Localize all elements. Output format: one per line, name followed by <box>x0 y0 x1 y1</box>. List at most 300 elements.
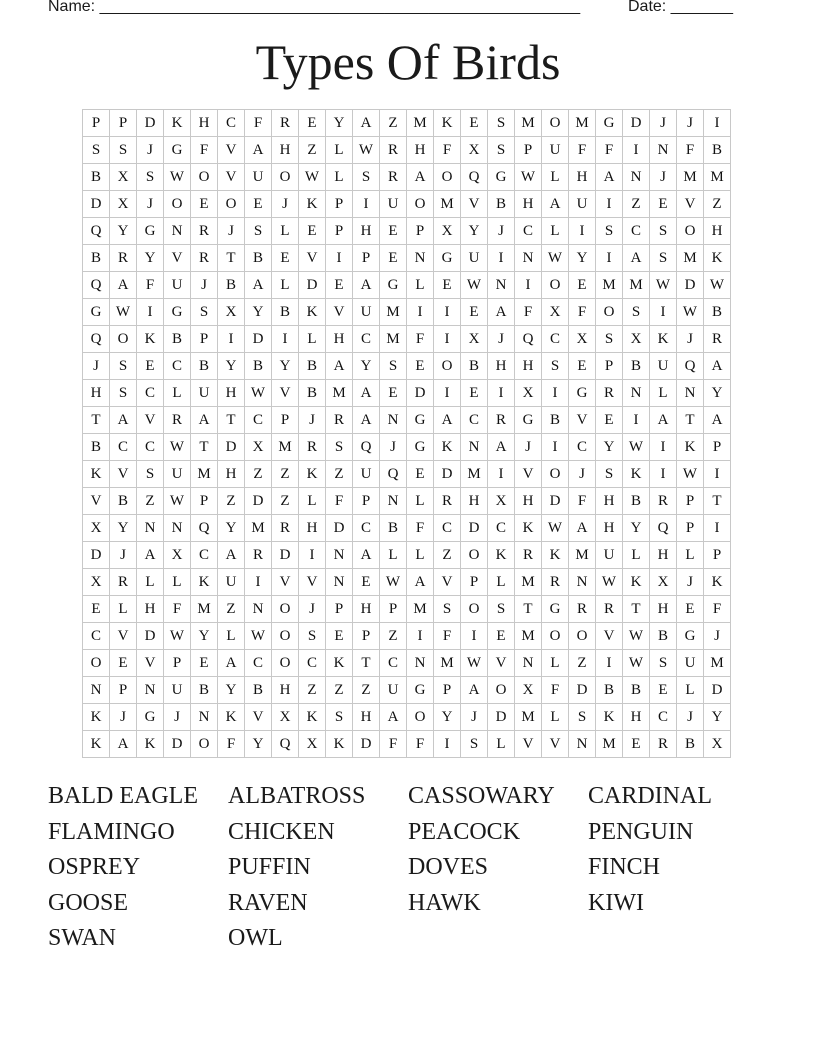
grid-cell: M <box>569 542 596 569</box>
grid-cell: S <box>299 623 326 650</box>
grid-cell: X <box>164 542 191 569</box>
grid-cell: Y <box>218 353 245 380</box>
grid-cell: U <box>461 245 488 272</box>
grid-cell: B <box>218 272 245 299</box>
grid-cell: I <box>326 245 353 272</box>
grid-cell: A <box>488 434 515 461</box>
grid-cell: Z <box>272 488 299 515</box>
grid-cell: B <box>191 353 218 380</box>
grid-row <box>83 137 731 164</box>
header <box>48 0 748 18</box>
grid-cell: W <box>623 434 650 461</box>
grid-cell: C <box>83 623 110 650</box>
grid-row <box>83 110 731 137</box>
grid-cell: C <box>191 542 218 569</box>
grid-cell: D <box>488 704 515 731</box>
word-list-item: DOVES <box>408 854 489 881</box>
grid-cell: R <box>569 596 596 623</box>
grid-cell: W <box>623 623 650 650</box>
grid-cell: V <box>488 650 515 677</box>
grid-cell: J <box>677 569 704 596</box>
grid-cell: E <box>299 110 326 137</box>
grid-cell: T <box>515 596 542 623</box>
grid-cell: U <box>353 299 380 326</box>
grid-cell: F <box>164 596 191 623</box>
grid-cell: C <box>245 650 272 677</box>
grid-cell: I <box>650 434 677 461</box>
grid-cell: D <box>326 515 353 542</box>
grid-cell: I <box>488 245 515 272</box>
grid-cell: V <box>137 407 164 434</box>
grid-cell: P <box>434 677 461 704</box>
grid-cell: S <box>650 650 677 677</box>
grid-cell: J <box>191 272 218 299</box>
grid-cell: A <box>704 353 731 380</box>
grid-cell: M <box>434 650 461 677</box>
grid-cell: I <box>542 380 569 407</box>
grid-cell: G <box>677 623 704 650</box>
grid-cell: S <box>110 380 137 407</box>
grid-cell: O <box>83 650 110 677</box>
grid-cell: Z <box>272 461 299 488</box>
grid-cell: Z <box>245 461 272 488</box>
grid-cell: Z <box>299 677 326 704</box>
grid-cell: F <box>407 326 434 353</box>
grid-cell: Q <box>272 731 299 758</box>
grid-row <box>83 353 731 380</box>
grid-cell: C <box>353 515 380 542</box>
grid-cell: X <box>569 326 596 353</box>
grid-cell: S <box>191 299 218 326</box>
grid-cell: H <box>650 596 677 623</box>
grid-cell: R <box>704 326 731 353</box>
grid-cell: H <box>596 488 623 515</box>
grid-cell: M <box>515 110 542 137</box>
grid-cell: E <box>272 245 299 272</box>
grid-cell: V <box>218 164 245 191</box>
grid-cell: X <box>434 218 461 245</box>
grid-row <box>83 623 731 650</box>
grid-cell: H <box>353 218 380 245</box>
grid-cell: B <box>83 434 110 461</box>
grid-cell: M <box>245 515 272 542</box>
grid-cell: R <box>299 434 326 461</box>
grid-cell: W <box>650 272 677 299</box>
grid-cell: I <box>434 380 461 407</box>
grid-row <box>83 164 731 191</box>
grid-cell: R <box>272 110 299 137</box>
grid-cell: C <box>110 434 137 461</box>
grid-cell: P <box>704 434 731 461</box>
grid-cell: A <box>110 407 137 434</box>
grid-cell: J <box>137 137 164 164</box>
grid-cell: I <box>704 515 731 542</box>
grid-cell: B <box>191 677 218 704</box>
grid-cell: M <box>677 245 704 272</box>
grid-row <box>83 596 731 623</box>
grid-cell: C <box>569 434 596 461</box>
page-title: Types Of Birds <box>255 34 561 90</box>
word-list-item: PUFFIN <box>228 854 311 881</box>
grid-cell: W <box>110 299 137 326</box>
grid-cell: M <box>380 326 407 353</box>
grid-cell: T <box>353 650 380 677</box>
grid-cell: D <box>542 488 569 515</box>
grid-cell: X <box>83 569 110 596</box>
grid-cell: B <box>83 245 110 272</box>
grid-cell: H <box>515 191 542 218</box>
word-list-item: GOOSE <box>48 889 129 916</box>
grid-cell: G <box>380 272 407 299</box>
grid-cell: B <box>110 488 137 515</box>
grid-cell: F <box>326 488 353 515</box>
grid-cell: F <box>569 488 596 515</box>
grid-cell: B <box>245 353 272 380</box>
word-list-item: RAVEN <box>228 889 308 916</box>
word-list-item: OSPREY <box>48 854 141 881</box>
grid-cell: G <box>488 164 515 191</box>
grid-cell: I <box>434 731 461 758</box>
grid-cell: S <box>488 137 515 164</box>
grid-cell: P <box>677 515 704 542</box>
grid-cell: K <box>677 434 704 461</box>
grid-cell: G <box>596 110 623 137</box>
grid-cell: R <box>542 569 569 596</box>
grid-cell: W <box>461 272 488 299</box>
grid-cell: N <box>326 569 353 596</box>
grid-cell: O <box>110 326 137 353</box>
grid-row <box>83 569 731 596</box>
grid-cell: M <box>191 461 218 488</box>
grid-cell: B <box>299 380 326 407</box>
grid-cell: B <box>461 353 488 380</box>
grid-cell: S <box>461 731 488 758</box>
grid-cell: J <box>299 407 326 434</box>
grid-cell: V <box>515 461 542 488</box>
grid-cell: N <box>650 137 677 164</box>
grid-cell: F <box>380 731 407 758</box>
grid-cell: Q <box>83 218 110 245</box>
grid-cell: N <box>245 596 272 623</box>
grid-cell: L <box>623 542 650 569</box>
grid-cell: E <box>326 272 353 299</box>
grid-cell: Y <box>704 380 731 407</box>
grid-cell: I <box>407 623 434 650</box>
word-list-item: KIWI <box>588 889 644 916</box>
grid-cell: E <box>623 731 650 758</box>
grid-cell: K <box>704 569 731 596</box>
grid-cell: K <box>83 731 110 758</box>
grid-cell: I <box>623 407 650 434</box>
grid-cell: A <box>245 137 272 164</box>
grid-cell: C <box>137 380 164 407</box>
grid-cell: S <box>596 326 623 353</box>
grid-cell: Q <box>353 434 380 461</box>
grid-cell: I <box>542 434 569 461</box>
grid-row <box>83 461 731 488</box>
grid-cell: Z <box>218 488 245 515</box>
grid-row <box>83 191 731 218</box>
grid-cell: P <box>353 623 380 650</box>
grid-cell: P <box>704 542 731 569</box>
grid-cell: L <box>407 272 434 299</box>
name-field-label: Name: ______________________________________________________ <box>48 0 581 15</box>
grid-cell: I <box>272 326 299 353</box>
grid-cell: N <box>569 569 596 596</box>
grid-cell: X <box>110 164 137 191</box>
grid-cell: L <box>407 488 434 515</box>
grid-cell: E <box>569 353 596 380</box>
grid-cell: L <box>272 272 299 299</box>
grid-cell: X <box>110 191 137 218</box>
grid-cell: U <box>380 677 407 704</box>
grid-cell: H <box>191 110 218 137</box>
grid-cell: Z <box>326 461 353 488</box>
grid-cell: Z <box>569 650 596 677</box>
grid-cell: F <box>137 272 164 299</box>
grid-cell: Y <box>110 515 137 542</box>
grid-cell: K <box>650 326 677 353</box>
grid-cell: D <box>434 461 461 488</box>
grid-cell: S <box>326 434 353 461</box>
grid-cell: G <box>434 245 461 272</box>
grid-cell: W <box>380 569 407 596</box>
grid-cell: A <box>704 407 731 434</box>
grid-cell: V <box>272 569 299 596</box>
grid-cell: G <box>542 596 569 623</box>
grid-cell: A <box>245 272 272 299</box>
grid-cell: O <box>407 191 434 218</box>
grid-cell: J <box>110 542 137 569</box>
grid-cell: W <box>164 623 191 650</box>
grid-cell: M <box>461 461 488 488</box>
grid-cell: U <box>164 461 191 488</box>
grid-cell: N <box>83 677 110 704</box>
grid-cell: J <box>110 704 137 731</box>
grid-cell: B <box>272 299 299 326</box>
grid-cell: L <box>272 218 299 245</box>
word-list-item: CASSOWARY <box>408 783 555 809</box>
grid-cell: Y <box>623 515 650 542</box>
grid-cell: F <box>515 299 542 326</box>
grid-cell: F <box>569 299 596 326</box>
grid-cell: E <box>380 380 407 407</box>
grid-cell: L <box>299 488 326 515</box>
grid-cell: J <box>164 704 191 731</box>
grid-cell: R <box>272 515 299 542</box>
grid-row <box>83 299 731 326</box>
grid-cell: I <box>515 272 542 299</box>
grid-cell: W <box>164 488 191 515</box>
grid-cell: H <box>569 164 596 191</box>
grid-cell: K <box>704 245 731 272</box>
grid-cell: L <box>677 542 704 569</box>
grid-cell: D <box>218 434 245 461</box>
grid-cell: I <box>569 218 596 245</box>
grid-cell: T <box>677 407 704 434</box>
grid-cell: R <box>110 245 137 272</box>
grid-row <box>83 704 731 731</box>
grid-cell: M <box>596 272 623 299</box>
grid-cell: V <box>326 299 353 326</box>
grid-cell: D <box>83 542 110 569</box>
grid-cell: B <box>623 488 650 515</box>
grid-cell: V <box>110 623 137 650</box>
grid-cell: O <box>461 542 488 569</box>
grid-row <box>83 326 731 353</box>
grid-cell: K <box>299 191 326 218</box>
grid-cell: Y <box>326 110 353 137</box>
grid-cell: W <box>677 299 704 326</box>
grid-cell: I <box>461 623 488 650</box>
grid-cell: M <box>407 110 434 137</box>
grid-cell: A <box>218 542 245 569</box>
grid-cell: P <box>326 596 353 623</box>
grid-cell: E <box>569 272 596 299</box>
grid-cell: N <box>407 245 434 272</box>
grid-cell: L <box>299 326 326 353</box>
grid-cell: F <box>596 137 623 164</box>
grid-cell: Y <box>461 218 488 245</box>
grid-cell: D <box>704 677 731 704</box>
grid-cell: V <box>299 569 326 596</box>
grid-cell: E <box>380 218 407 245</box>
grid-cell: T <box>623 596 650 623</box>
grid-cell: X <box>542 299 569 326</box>
grid-cell: U <box>218 569 245 596</box>
grid-cell: H <box>272 677 299 704</box>
grid-cell: Y <box>569 245 596 272</box>
grid-cell: I <box>218 326 245 353</box>
grid-cell: K <box>218 704 245 731</box>
grid-cell: M <box>515 704 542 731</box>
grid-cell: U <box>569 191 596 218</box>
grid-cell: E <box>380 245 407 272</box>
grid-cell: V <box>515 731 542 758</box>
grid-cell: P <box>326 191 353 218</box>
grid-cell: I <box>650 299 677 326</box>
grid-cell: D <box>407 380 434 407</box>
grid-cell: X <box>650 569 677 596</box>
grid-cell: A <box>326 353 353 380</box>
grid-cell: R <box>650 731 677 758</box>
word-list-item: CARDINAL <box>588 783 712 809</box>
grid-cell: X <box>245 434 272 461</box>
grid-cell: S <box>488 110 515 137</box>
grid-cell: N <box>164 218 191 245</box>
grid-cell: H <box>218 380 245 407</box>
grid-cell: E <box>461 380 488 407</box>
grid-cell: Y <box>218 677 245 704</box>
grid-cell: C <box>623 218 650 245</box>
grid-cell: M <box>677 164 704 191</box>
grid-cell: A <box>353 110 380 137</box>
grid-cell: P <box>353 488 380 515</box>
grid-cell: O <box>164 191 191 218</box>
grid-cell: Z <box>218 596 245 623</box>
grid-cell: K <box>137 731 164 758</box>
grid-cell: C <box>434 515 461 542</box>
grid-cell: T <box>704 488 731 515</box>
grid-cell: J <box>380 434 407 461</box>
grid-cell: D <box>677 272 704 299</box>
grid-cell: D <box>461 515 488 542</box>
grid-cell: G <box>407 434 434 461</box>
grid-cell: P <box>110 110 137 137</box>
grid-cell: Z <box>353 677 380 704</box>
grid-cell: F <box>191 137 218 164</box>
grid-cell: O <box>272 596 299 623</box>
grid-cell: E <box>407 353 434 380</box>
grid-row <box>83 731 731 758</box>
grid-row <box>83 650 731 677</box>
grid-cell: N <box>191 704 218 731</box>
grid-cell: D <box>623 110 650 137</box>
grid-cell: L <box>407 542 434 569</box>
grid-cell: M <box>515 623 542 650</box>
grid-cell: O <box>272 650 299 677</box>
grid-cell: F <box>407 731 434 758</box>
grid-cell: A <box>596 164 623 191</box>
grid-cell: E <box>299 218 326 245</box>
grid-cell: O <box>434 353 461 380</box>
grid-cell: D <box>137 110 164 137</box>
grid-cell: Z <box>299 137 326 164</box>
grid-cell: I <box>488 461 515 488</box>
grid-cell: E <box>650 677 677 704</box>
grid-cell: A <box>434 407 461 434</box>
grid-cell: V <box>218 137 245 164</box>
grid-cell: I <box>353 191 380 218</box>
grid-cell: B <box>245 245 272 272</box>
grid-cell: U <box>596 542 623 569</box>
grid-cell: Y <box>110 218 137 245</box>
grid-cell: G <box>137 218 164 245</box>
grid-cell: Y <box>245 731 272 758</box>
grid-cell: S <box>650 218 677 245</box>
grid-cell: Q <box>83 326 110 353</box>
grid-cell: H <box>650 542 677 569</box>
date-field-label: Date: _______ <box>628 0 733 15</box>
grid-cell: S <box>245 218 272 245</box>
grid-cell: M <box>272 434 299 461</box>
grid-cell: C <box>515 218 542 245</box>
grid-cell: Y <box>272 353 299 380</box>
grid-cell: A <box>191 407 218 434</box>
grid-cell: H <box>353 704 380 731</box>
grid-cell: K <box>542 542 569 569</box>
grid-cell: P <box>380 596 407 623</box>
grid-cell: H <box>461 488 488 515</box>
grid-cell: A <box>353 407 380 434</box>
grid-cell: I <box>407 299 434 326</box>
grid-cell: B <box>704 137 731 164</box>
grid-cell: E <box>650 191 677 218</box>
word-list-item: FINCH <box>588 854 661 881</box>
grid-cell: H <box>218 461 245 488</box>
grid-cell: X <box>704 731 731 758</box>
grid-cell: O <box>542 272 569 299</box>
word-list-item: HAWK <box>408 889 481 916</box>
grid-cell: I <box>596 650 623 677</box>
grid-cell: F <box>677 137 704 164</box>
grid-cell: F <box>407 515 434 542</box>
grid-cell: H <box>515 488 542 515</box>
grid-cell: S <box>596 461 623 488</box>
word-list-item: CHICKEN <box>228 818 335 845</box>
grid-cell: E <box>596 407 623 434</box>
grid-cell: R <box>245 542 272 569</box>
